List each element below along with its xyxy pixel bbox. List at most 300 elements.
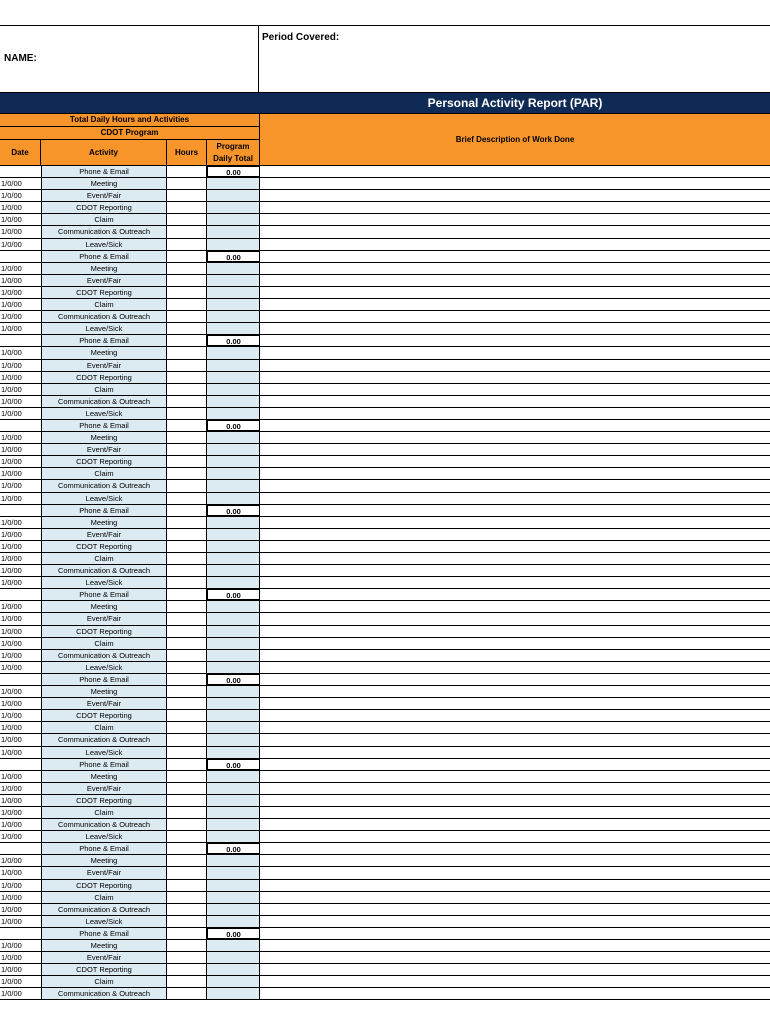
description-cell[interactable] [260, 650, 770, 661]
hours-input-cell[interactable] [167, 347, 207, 358]
hours-input-cell[interactable] [167, 976, 207, 987]
hours-input-cell[interactable] [167, 505, 207, 516]
description-cell[interactable] [260, 384, 770, 395]
hours-input-cell[interactable] [167, 214, 207, 225]
date-cell[interactable]: 1/0/00 [1, 953, 22, 963]
hours-input-cell[interactable] [167, 372, 207, 383]
date-cell[interactable]: 1/0/00 [1, 191, 22, 201]
description-cell[interactable] [260, 686, 770, 697]
date-cell[interactable]: 1/0/00 [1, 795, 22, 805]
activity-cell: Meeting [41, 517, 167, 528]
description-cell[interactable] [260, 928, 770, 939]
hours-input-cell[interactable] [167, 541, 207, 552]
description-cell[interactable] [260, 529, 770, 540]
description-cell[interactable] [260, 202, 770, 213]
hours-input-cell[interactable] [167, 819, 207, 830]
activity-cell: Event/Fair [41, 867, 167, 878]
program-daily-total-cell: 0.00 [207, 420, 260, 431]
hours-input-cell[interactable] [167, 807, 207, 818]
date-cell[interactable]: 1/0/00 [1, 747, 22, 757]
activity-cell: Claim [41, 468, 167, 479]
hours-input-cell[interactable] [167, 650, 207, 661]
date-cell[interactable]: 1/0/00 [1, 880, 22, 890]
total-blank-cell [207, 734, 260, 745]
table-row [0, 916, 770, 928]
total-blank-cell [207, 626, 260, 637]
description-cell[interactable] [260, 323, 770, 334]
description-cell[interactable] [260, 916, 770, 927]
hours-input-cell[interactable] [167, 468, 207, 479]
total-blank-cell [207, 468, 260, 479]
hours-input-cell[interactable] [167, 589, 207, 600]
hours-input-cell[interactable] [167, 287, 207, 298]
description-cell[interactable] [260, 541, 770, 552]
activity-cell: Phone & Email [41, 928, 167, 939]
description-cell[interactable] [260, 226, 770, 237]
hours-input-cell[interactable] [167, 178, 207, 189]
activity-cell: Communication & Outreach [41, 988, 167, 999]
total-blank-cell [207, 226, 260, 237]
hours-input-cell[interactable] [167, 952, 207, 963]
activity-cell: Phone & Email [41, 505, 167, 516]
brief-description-header: Brief Description of Work Done [455, 135, 575, 144]
date-cell[interactable]: 1/0/00 [1, 566, 22, 576]
activity-cell: Communication & Outreach [41, 565, 167, 576]
total-blank-cell [207, 444, 260, 455]
activity-cell: Meeting [41, 771, 167, 782]
total-blank-cell [207, 722, 260, 733]
description-cell[interactable] [260, 601, 770, 612]
period-covered-cell[interactable] [260, 26, 770, 92]
table-row [0, 529, 770, 541]
hours-input-cell[interactable] [167, 880, 207, 891]
description-cell[interactable] [260, 819, 770, 830]
program-daily-total-cell: 0.00 [207, 759, 260, 770]
description-cell[interactable] [260, 275, 770, 286]
description-cell[interactable] [260, 251, 770, 262]
total-blank-cell [207, 952, 260, 963]
date-cell[interactable]: 1/0/00 [1, 275, 22, 285]
date-cell[interactable]: 1/0/00 [1, 433, 22, 443]
date-cell[interactable]: 1/0/00 [1, 638, 22, 648]
table-row [0, 456, 770, 468]
activity-cell: Meeting [41, 855, 167, 866]
hours-input-cell[interactable] [167, 964, 207, 975]
activity-cell: Phone & Email [41, 674, 167, 685]
description-cell[interactable] [260, 952, 770, 963]
name-cell[interactable] [0, 26, 259, 92]
hours-input-cell[interactable] [167, 444, 207, 455]
hours-header: Hours [167, 140, 207, 165]
description-cell[interactable] [260, 432, 770, 443]
description-cell[interactable] [260, 456, 770, 467]
date-cell[interactable]: 1/0/00 [1, 529, 22, 539]
date-cell[interactable]: 1/0/00 [1, 820, 22, 830]
hours-input-cell[interactable] [167, 855, 207, 866]
hours-input-cell[interactable] [167, 674, 207, 685]
table-row [0, 843, 770, 855]
total-blank-cell [207, 650, 260, 661]
description-cell[interactable] [260, 892, 770, 903]
total-blank-cell [207, 710, 260, 721]
date-cell[interactable]: 1/0/00 [1, 723, 22, 733]
hours-input-cell[interactable] [167, 867, 207, 878]
description-cell[interactable] [260, 311, 770, 322]
table-row [0, 831, 770, 843]
total-blank-cell [207, 372, 260, 383]
description-cell[interactable] [260, 674, 770, 685]
program-daily-total-cell: 0.00 [207, 674, 260, 685]
description-cell[interactable] [260, 214, 770, 225]
date-cell[interactable]: 1/0/00 [1, 287, 22, 297]
hours-input-cell[interactable] [167, 493, 207, 504]
table-row [0, 396, 770, 408]
date-cell[interactable]: 1/0/00 [1, 662, 22, 672]
hours-input-cell[interactable] [167, 190, 207, 201]
hours-input-cell[interactable] [167, 226, 207, 237]
hours-input-cell[interactable] [167, 759, 207, 770]
description-cell[interactable] [260, 480, 770, 491]
description-cell[interactable] [260, 420, 770, 431]
description-cell[interactable] [260, 444, 770, 455]
date-cell[interactable] [0, 420, 41, 431]
description-cell[interactable] [260, 468, 770, 479]
date-cell[interactable]: 1/0/00 [1, 239, 22, 249]
date-cell[interactable] [0, 928, 41, 939]
hours-input-cell[interactable] [167, 420, 207, 431]
description-cell[interactable] [260, 335, 770, 346]
activity-cell: CDOT Reporting [41, 710, 167, 721]
date-cell[interactable]: 1/0/00 [1, 904, 22, 914]
description-cell[interactable] [260, 565, 770, 576]
activity-cell: CDOT Reporting [41, 880, 167, 891]
description-cell[interactable] [260, 831, 770, 842]
hours-input-cell[interactable] [167, 771, 207, 782]
date-cell[interactable]: 1/0/00 [1, 892, 22, 902]
program-daily-total-cell: 0.00 [207, 843, 260, 854]
date-cell[interactable]: 1/0/00 [1, 965, 22, 975]
hours-input-cell[interactable] [167, 686, 207, 697]
hours-input-cell[interactable] [167, 916, 207, 927]
hours-input-cell[interactable] [167, 698, 207, 709]
description-cell[interactable] [260, 408, 770, 419]
activity-cell: Meeting [41, 263, 167, 274]
table-row [0, 940, 770, 952]
table-row [0, 807, 770, 819]
activity-cell: Phone & Email [41, 843, 167, 854]
description-cell[interactable] [260, 505, 770, 516]
hours-input-cell[interactable] [167, 456, 207, 467]
total-blank-cell [207, 553, 260, 564]
hours-input-cell[interactable] [167, 892, 207, 903]
program-daily-total-cell: 0.00 [207, 505, 260, 516]
date-cell[interactable]: 1/0/00 [1, 687, 22, 697]
date-cell[interactable]: 1/0/00 [1, 457, 22, 467]
hours-input-cell[interactable] [167, 565, 207, 576]
table-row [0, 759, 770, 771]
total-blank-cell [207, 976, 260, 987]
table-row [0, 928, 770, 940]
date-cell[interactable]: 1/0/00 [1, 699, 22, 709]
activity-cell: Event/Fair [41, 529, 167, 540]
hours-input-cell[interactable] [167, 734, 207, 745]
description-cell[interactable] [260, 263, 770, 274]
table-row [0, 239, 770, 251]
hours-input-cell[interactable] [167, 783, 207, 794]
hours-input-cell[interactable] [167, 251, 207, 262]
date-cell[interactable]: 1/0/00 [1, 735, 22, 745]
activity-cell: Leave/Sick [41, 408, 167, 419]
total-blank-cell [207, 360, 260, 371]
description-cell[interactable] [260, 577, 770, 588]
description-cell[interactable] [260, 347, 770, 358]
program-daily-total-cell: 0.00 [207, 589, 260, 600]
date-cell[interactable]: 1/0/00 [1, 614, 22, 624]
description-cell[interactable] [260, 904, 770, 915]
date-cell[interactable]: 1/0/00 [1, 517, 22, 527]
description-cell[interactable] [260, 747, 770, 758]
total-blank-cell [207, 855, 260, 866]
total-blank-cell [207, 577, 260, 588]
table-row [0, 335, 770, 347]
hours-input-cell[interactable] [167, 626, 207, 637]
description-cell[interactable] [260, 553, 770, 564]
program-daily-total-cell: 0.00 [207, 335, 260, 346]
date-cell[interactable]: 1/0/00 [1, 578, 22, 588]
table-row [0, 626, 770, 638]
activity-cell: Claim [41, 892, 167, 903]
date-cell[interactable] [0, 674, 41, 685]
table-row [0, 541, 770, 553]
activity-cell: CDOT Reporting [41, 795, 167, 806]
description-cell[interactable] [260, 698, 770, 709]
table-row [0, 747, 770, 759]
description-cell[interactable] [260, 759, 770, 770]
date-cell[interactable]: 1/0/00 [1, 396, 22, 406]
description-cell[interactable] [260, 613, 770, 624]
hours-input-cell[interactable] [167, 263, 207, 274]
hours-input-cell[interactable] [167, 831, 207, 842]
date-cell[interactable]: 1/0/00 [1, 771, 22, 781]
hours-input-cell[interactable] [167, 795, 207, 806]
date-cell[interactable]: 1/0/00 [1, 977, 22, 987]
date-cell[interactable]: 1/0/00 [1, 348, 22, 358]
date-cell[interactable]: 1/0/00 [1, 215, 22, 225]
hours-input-cell[interactable] [167, 384, 207, 395]
date-cell[interactable]: 1/0/00 [1, 650, 22, 660]
activity-cell: Leave/Sick [41, 323, 167, 334]
hours-input-cell[interactable] [167, 904, 207, 915]
activity-cell: Leave/Sick [41, 916, 167, 927]
description-cell[interactable] [260, 178, 770, 189]
table-row [0, 323, 770, 335]
date-cell[interactable]: 1/0/00 [1, 711, 22, 721]
hours-input-cell[interactable] [167, 311, 207, 322]
description-cell[interactable] [260, 807, 770, 818]
table-row [0, 347, 770, 359]
date-cell[interactable]: 1/0/00 [1, 783, 22, 793]
date-cell[interactable]: 1/0/00 [1, 469, 22, 479]
hours-input-cell[interactable] [167, 928, 207, 939]
description-cell[interactable] [260, 795, 770, 806]
description-cell[interactable] [260, 940, 770, 951]
description-cell[interactable] [260, 299, 770, 310]
table-row [0, 372, 770, 384]
date-cell[interactable] [0, 166, 41, 177]
hours-input-cell[interactable] [167, 408, 207, 419]
date-cell[interactable]: 1/0/00 [1, 300, 22, 310]
hours-input-cell[interactable] [167, 577, 207, 588]
description-cell[interactable] [260, 589, 770, 600]
description-cell[interactable] [260, 239, 770, 250]
date-cell[interactable]: 1/0/00 [1, 312, 22, 322]
hours-input-cell[interactable] [167, 843, 207, 854]
total-blank-cell [207, 287, 260, 298]
activity-cell: Phone & Email [41, 335, 167, 346]
table-row [0, 734, 770, 746]
description-cell[interactable] [260, 166, 770, 177]
hours-input-cell[interactable] [167, 239, 207, 250]
description-cell[interactable] [260, 372, 770, 383]
date-cell[interactable]: 1/0/00 [1, 989, 22, 999]
hours-input-cell[interactable] [167, 275, 207, 286]
description-cell[interactable] [260, 734, 770, 745]
hours-input-cell[interactable] [167, 202, 207, 213]
description-cell[interactable] [260, 880, 770, 891]
description-cell[interactable] [260, 396, 770, 407]
date-cell[interactable]: 1/0/00 [1, 493, 22, 503]
hours-input-cell[interactable] [167, 323, 207, 334]
table-row [0, 988, 770, 1000]
description-cell[interactable] [260, 843, 770, 854]
total-blank-cell [207, 807, 260, 818]
hours-input-cell[interactable] [167, 299, 207, 310]
hours-input-cell[interactable] [167, 517, 207, 528]
date-cell[interactable]: 1/0/00 [1, 179, 22, 189]
title-bar [0, 92, 770, 114]
date-cell[interactable]: 1/0/00 [1, 227, 22, 237]
date-cell[interactable]: 1/0/00 [1, 372, 22, 382]
description-cell[interactable] [260, 626, 770, 637]
hours-input-cell[interactable] [167, 166, 207, 177]
activity-cell: Leave/Sick [41, 831, 167, 842]
description-cell[interactable] [260, 190, 770, 201]
hours-input-cell[interactable] [167, 480, 207, 491]
description-cell[interactable] [260, 988, 770, 999]
activity-cell: Event/Fair [41, 360, 167, 371]
description-cell[interactable] [260, 360, 770, 371]
total-blank-cell [207, 493, 260, 504]
date-cell[interactable]: 1/0/00 [1, 868, 22, 878]
description-cell[interactable] [260, 493, 770, 504]
total-blank-cell [207, 916, 260, 927]
hours-input-cell[interactable] [167, 396, 207, 407]
description-cell[interactable] [260, 662, 770, 673]
period-covered-label: Period Covered: [262, 32, 340, 43]
table-row [0, 275, 770, 287]
date-cell[interactable]: 1/0/00 [1, 360, 22, 370]
description-cell[interactable] [260, 783, 770, 794]
date-cell[interactable]: 1/0/00 [1, 324, 22, 334]
date-cell[interactable]: 1/0/00 [1, 554, 22, 563]
date-cell[interactable]: 1/0/00 [1, 481, 22, 491]
activity-cell: CDOT Reporting [41, 287, 167, 298]
date-cell[interactable]: 1/0/00 [1, 263, 22, 273]
hours-input-cell[interactable] [167, 940, 207, 951]
date-cell[interactable]: 1/0/00 [1, 807, 22, 817]
hours-input-cell[interactable] [167, 360, 207, 371]
total-blank-cell [207, 299, 260, 310]
description-cell[interactable] [260, 638, 770, 649]
date-cell[interactable]: 1/0/00 [1, 203, 22, 213]
description-cell[interactable] [260, 710, 770, 721]
table-row [0, 698, 770, 710]
description-cell[interactable] [260, 287, 770, 298]
description-cell[interactable] [260, 517, 770, 528]
date-cell[interactable] [0, 843, 41, 854]
hours-input-cell[interactable] [167, 529, 207, 540]
activity-cell: Claim [41, 807, 167, 818]
activity-cell: Claim [41, 384, 167, 395]
description-cell[interactable] [260, 964, 770, 975]
date-cell[interactable]: 1/0/00 [1, 445, 22, 455]
date-cell[interactable] [0, 251, 41, 262]
hours-input-cell[interactable] [167, 601, 207, 612]
date-cell[interactable]: 1/0/00 [1, 626, 22, 636]
date-cell[interactable]: 1/0/00 [1, 856, 22, 866]
description-cell[interactable] [260, 855, 770, 866]
date-cell[interactable] [0, 335, 41, 346]
table-row [0, 178, 770, 190]
date-cell[interactable]: 1/0/00 [1, 941, 22, 950]
activity-cell: Phone & Email [41, 589, 167, 600]
description-cell[interactable] [260, 722, 770, 733]
description-cell[interactable] [260, 771, 770, 782]
table-row [0, 202, 770, 214]
date-cell[interactable]: 1/0/00 [1, 408, 22, 418]
date-cell[interactable]: 1/0/00 [1, 384, 22, 394]
date-cell[interactable]: 1/0/00 [1, 832, 22, 842]
hours-input-cell[interactable] [167, 988, 207, 999]
date-cell[interactable]: 1/0/00 [1, 916, 22, 926]
table-row [0, 783, 770, 795]
hours-input-cell[interactable] [167, 722, 207, 733]
hours-input-cell[interactable] [167, 335, 207, 346]
date-cell[interactable]: 1/0/00 [1, 541, 22, 551]
hours-input-cell[interactable] [167, 613, 207, 624]
activity-cell: Communication & Outreach [41, 734, 167, 745]
hours-input-cell[interactable] [167, 747, 207, 758]
hours-input-cell[interactable] [167, 710, 207, 721]
total-blank-cell [207, 541, 260, 552]
activity-cell: Claim [41, 638, 167, 649]
hours-input-cell[interactable] [167, 432, 207, 443]
hours-input-cell[interactable] [167, 553, 207, 564]
total-blank-cell [207, 940, 260, 951]
description-cell[interactable] [260, 976, 770, 987]
activity-cell: Claim [41, 214, 167, 225]
activity-cell: Event/Fair [41, 190, 167, 201]
table-row [0, 722, 770, 734]
date-cell[interactable] [0, 589, 41, 600]
activity-cell: Meeting [41, 940, 167, 951]
date-cell[interactable]: 1/0/00 [1, 602, 22, 612]
hours-input-cell[interactable] [167, 662, 207, 673]
hours-input-cell[interactable] [167, 638, 207, 649]
date-cell[interactable] [0, 759, 41, 770]
date-cell[interactable] [0, 505, 41, 516]
description-cell[interactable] [260, 867, 770, 878]
